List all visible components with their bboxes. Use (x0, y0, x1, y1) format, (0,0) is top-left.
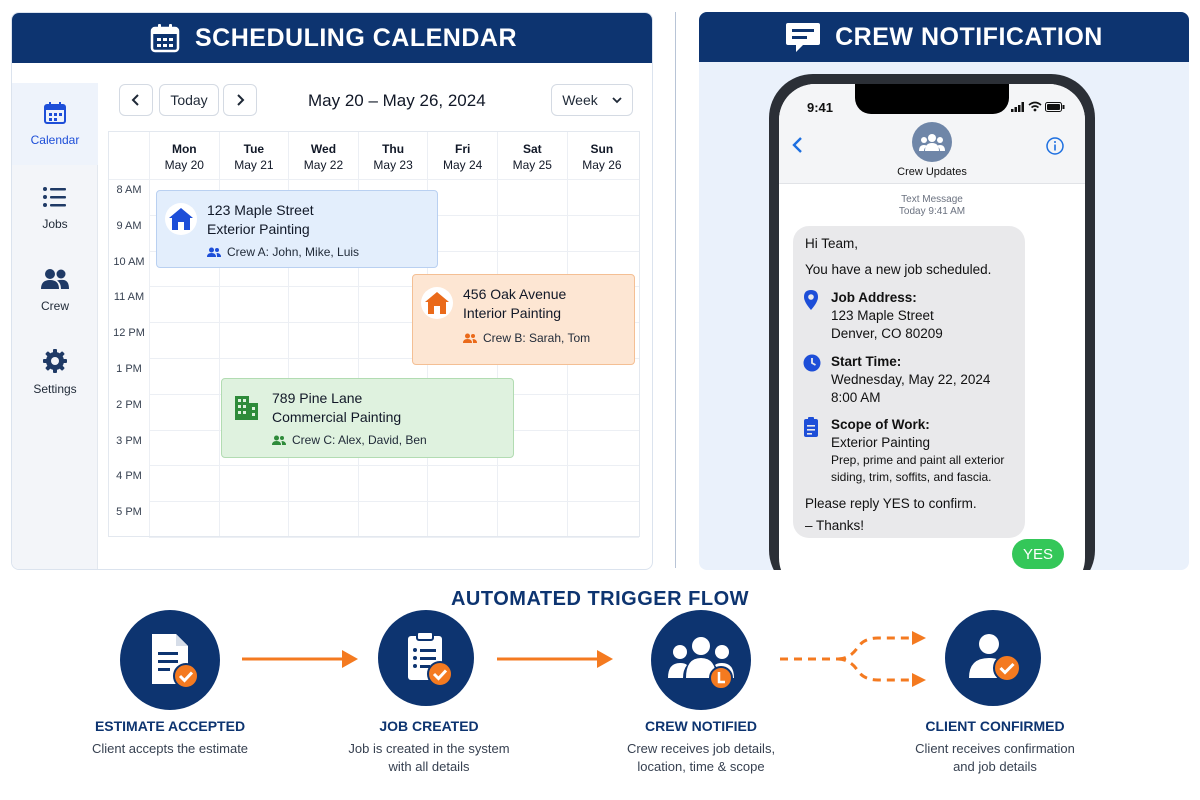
split-arrow-icon (778, 628, 930, 690)
message-meta (779, 194, 1085, 218)
event-crew: Crew B: Sarah, Tom (483, 331, 591, 345)
step-description (581, 740, 821, 776)
event-card[interactable] (221, 378, 514, 458)
time-label: 9 AM (116, 219, 142, 232)
event-address: 789 Pine Lane (272, 390, 363, 406)
step-label: JOB CREATED (379, 718, 479, 734)
grid-row-line (149, 501, 639, 502)
week-grid (108, 131, 640, 537)
step-desc-line: Client receives confirmation (915, 741, 1075, 756)
chevron-left-icon (131, 93, 141, 107)
sidebar-item-label: Settings (33, 382, 77, 396)
contact-name: Crew Updates (897, 166, 967, 178)
day-header (567, 132, 637, 179)
gear-icon (42, 348, 68, 374)
time-label: 8 AM (116, 184, 142, 196)
day-date: May 21 (234, 158, 274, 172)
info-icon[interactable] (1046, 137, 1064, 155)
calendar-panel-header (12, 13, 653, 63)
document-check-icon (138, 628, 202, 692)
phone-notch (855, 84, 1009, 114)
time-label: 10 AM (113, 255, 145, 268)
time-label: 5 PM (116, 506, 142, 519)
day-date: May 20 (164, 158, 204, 172)
step-desc-line: Job is created in the system (348, 741, 510, 756)
view-select-value: Week (562, 92, 598, 108)
time-label: 2 PM (116, 398, 142, 411)
users-icon (207, 247, 221, 257)
sidebar-item-jobs[interactable] (12, 167, 98, 249)
sidebar-item-label: Crew (40, 299, 69, 313)
time-label: 1 PM (116, 363, 142, 375)
step-label: CLIENT CONFIRMED (925, 718, 1065, 734)
view-select[interactable] (551, 84, 633, 116)
event-job: Commercial Painting (272, 409, 402, 425)
day-header (149, 132, 219, 179)
arrow-right-icon (497, 648, 615, 670)
step-job-created (378, 610, 474, 706)
users-icon (40, 267, 70, 291)
users-icon (463, 333, 477, 343)
calendar-panel-title: SCHEDULING CALENDAR (195, 23, 517, 52)
time-label: 3 PM (116, 434, 142, 447)
address-line2: Denver, CO 80209 (831, 326, 943, 341)
grid-row-line (149, 465, 639, 466)
day-date: May 23 (373, 158, 413, 172)
start-line2: 8:00 AM (831, 390, 881, 405)
sidebar-item-settings[interactable] (12, 331, 98, 413)
day-date: May 26 (582, 158, 622, 172)
grid-row-line (109, 179, 639, 180)
prev-week-button[interactable] (119, 84, 153, 116)
date-range-label: May 20 – May 26, 2024 (308, 91, 486, 110)
step-desc-line: location, time & scope (637, 759, 765, 774)
calendar-sidebar (12, 83, 98, 570)
day-name: Mon (171, 142, 197, 156)
day-date: May 25 (512, 158, 552, 172)
step-label: ESTIMATE ACCEPTED (94, 718, 246, 734)
contact-avatar (912, 122, 952, 162)
grid-column-line (149, 132, 150, 536)
sidebar-item-calendar[interactable] (12, 83, 98, 165)
house-icon (165, 203, 197, 235)
crew-panel-header (699, 12, 1189, 62)
step-client-confirmed (945, 610, 1041, 706)
clock-icon (803, 354, 821, 372)
day-name: Thu (382, 142, 405, 156)
scheduling-calendar-panel (11, 12, 653, 570)
event-card[interactable] (156, 190, 438, 268)
arrow-right-icon (242, 648, 360, 670)
sidebar-item-label: Jobs (42, 217, 68, 231)
sidebar-item-crew[interactable] (12, 249, 98, 331)
clipboard-check-icon (394, 626, 458, 690)
scope-line2: Prep, prime and paint all exterior (831, 453, 1005, 467)
users-icon (919, 133, 945, 151)
step-label: CREW NOTIFIED (645, 718, 757, 734)
chat-icon (785, 21, 821, 53)
team-icon (664, 628, 738, 692)
sidebar-item-label: Calendar (30, 133, 80, 147)
event-card[interactable] (412, 274, 635, 365)
back-icon[interactable] (791, 136, 803, 154)
day-date: May 22 (303, 158, 344, 172)
day-name: Sat (522, 142, 542, 156)
day-name: Tue (243, 142, 265, 156)
users-icon (272, 435, 286, 445)
list-icon (42, 185, 68, 209)
event-address: 123 Maple Street (207, 202, 314, 218)
building-icon (230, 391, 262, 423)
event-job: Interior Painting (463, 305, 562, 321)
scope-line1: Exterior Painting (831, 435, 931, 450)
step-description (50, 740, 290, 758)
step-estimate-accepted (120, 610, 220, 710)
message-header (779, 84, 1085, 184)
day-header (219, 132, 289, 179)
chevron-down-icon (612, 96, 622, 104)
step-desc-line: Crew receives job details, (626, 741, 776, 756)
panel-divider (675, 12, 676, 568)
wifi-icon (1028, 101, 1042, 112)
time-label: 11 AM (113, 291, 145, 304)
step-desc-line: and job details (953, 759, 1037, 774)
start-line1: Wednesday, May 22, 2024 (831, 372, 991, 387)
calendar-icon (149, 22, 181, 54)
flow-title: AUTOMATED TRIGGER FLOW (450, 588, 749, 610)
step-description (875, 740, 1115, 776)
day-header (288, 132, 358, 179)
location-pin-icon (803, 290, 819, 310)
user-check-icon (961, 626, 1025, 690)
clipboard-icon (803, 417, 819, 437)
event-job: Exterior Painting (207, 221, 310, 237)
message-intro: You have a new job scheduled. (805, 262, 992, 277)
step-description (309, 740, 549, 776)
time-label: 12 PM (113, 327, 145, 340)
address-label: Job Address: (831, 290, 917, 305)
day-header (427, 132, 497, 179)
step-crew-notified (651, 610, 751, 710)
incoming-message-bubble (793, 226, 1025, 538)
crew-notification-panel (699, 12, 1189, 570)
scope-label: Scope of Work: (831, 417, 930, 432)
address-line1: 123 Maple Street (831, 308, 934, 323)
day-name: Sun (590, 142, 614, 156)
phone-mockup (769, 74, 1095, 570)
calendar-icon (43, 101, 67, 125)
step-desc-line: with all details (388, 759, 470, 774)
step-desc-line: Client accepts the estimate (91, 741, 249, 756)
house-icon (421, 287, 453, 319)
status-time: 9:41 (807, 100, 834, 115)
scope-line3: siding, trim, soffits, and fascia. (831, 470, 992, 484)
message-signoff: – Thanks! (805, 518, 865, 533)
phone-screen (779, 84, 1085, 570)
crew-panel-title: CREW NOTIFICATION (835, 22, 1103, 51)
battery-icon (1045, 102, 1065, 112)
event-address: 456 Oak Avenue (463, 286, 567, 302)
reply-instruction: Please reply YES to confirm. (805, 496, 977, 511)
event-crew: Crew A: John, Mike, Luis (227, 245, 360, 259)
day-header (497, 132, 567, 179)
next-week-button[interactable] (223, 84, 257, 116)
day-date: May 24 (443, 158, 483, 172)
day-header (358, 132, 428, 179)
signal-icon (1011, 102, 1025, 112)
message-timestamp: Today 9:41 AM (898, 206, 966, 217)
day-name: Wed (310, 142, 337, 156)
event-crew: Crew C: Alex, David, Ben (292, 433, 427, 447)
reply-yes-bubble: YES (1012, 539, 1064, 569)
grid-row-line (149, 537, 639, 538)
day-name: Fri (455, 142, 471, 156)
time-label: 4 PM (116, 470, 142, 483)
chevron-right-icon (235, 93, 245, 107)
message-greeting: Hi Team, (805, 236, 859, 251)
today-button[interactable]: Today (159, 84, 219, 116)
message-type: Text Message (901, 194, 963, 205)
start-label: Start Time: (831, 354, 902, 369)
